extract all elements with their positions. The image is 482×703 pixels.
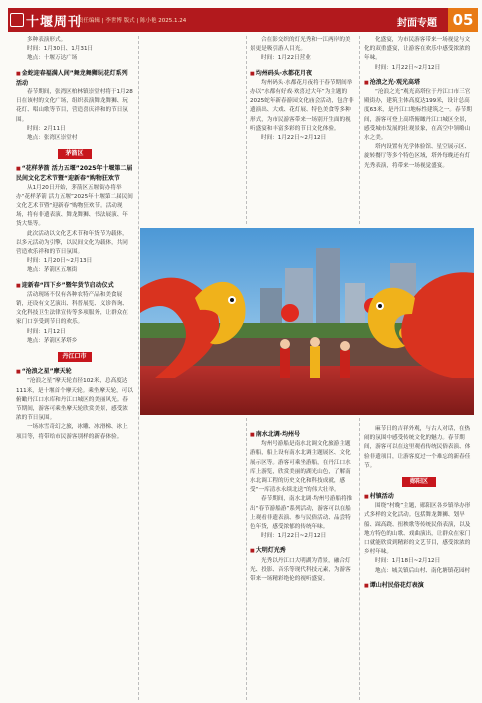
article-time: 时间：1月18日~2月12日 [375, 558, 441, 565]
column-1 [16, 36, 133, 700]
lead-time: 时间：1月22日~2月12日 [375, 64, 441, 71]
credits-line: 责任编辑 | 李世博 版式 | 陈小艳 2025.1.24 [78, 18, 187, 24]
article-title: ■ 迎新春“四下乡”暨年货节启动仪式 [16, 281, 133, 291]
district-tag: 丹江口市 [58, 352, 92, 362]
article-body: 围绕“村晚”主题，郧阳区各乡镇举办形式多样的文化活动。包括舞龙舞狮、划旱船、踩高跷、扭秧歌等传统民俗表演，以及地方特色的山歌、戏曲演出，让群众在家门口就能欣赏到精彩的文艺节目，感受浓浓的乡村年味。 [364, 503, 471, 556]
article-body: 塔内设置有光学体验馆、星空展示区、旋转餐厅等多个特色区域，塔外每晚还有灯光秀表演，将带来一场视觉盛宴。 [364, 144, 471, 169]
article-title: ■ “花样茅箭 活力五堰”2025年十堰第二届民间文化艺术节暨“迎新春”购物狂欢节 [16, 164, 133, 183]
article-time: 时间：2月11日 [27, 125, 66, 132]
article-title: ■ 沧浪之光·观光高塔 [364, 78, 474, 88]
article-body: 麻节日的吉祥外观，与古人对话，在热闹的氛围中感受传统文化的魅力。春节期间，游客可以在这里观看传统民俗表演、体验非遗项目，让游客度过一个难忘的新春佳节。 [364, 426, 471, 469]
article-body: 从1月20日开始，茅箭区五堰街办将举办“花样茅箭 活力五堰”2025年十堰第二届民间文化艺术节暨“迎新春”购物狂欢节。活动现场，将有非遗表演、舞龙舞狮、书法展演、年货大集等。 [16, 184, 133, 228]
column-3-top [364, 36, 474, 224]
article-place: 地点：茅箭区五堰街 [27, 267, 78, 274]
article-body: 春节期间，南水北调·均州号游船将推出“春节游船游”系列活动，游客可以在船上观看非遗表演、参与民俗活动、品尝特色年货，感受浓郁的传统年味。 [250, 496, 353, 531]
article-time: 时间：1月22日~2月12日 [261, 533, 327, 540]
article-time: 时间：1月22日~2月12日 [261, 135, 327, 142]
article-body: 均州码头·水都花月夜将于春节期间举办以“水都有好戏·欢喜过大年”为主题的2025蛇年新春游园文化庙会活动，包含非遗演出、大戏、花灯展、特色美食等多种形式，为市民游客带来一场别开生面的视听盛宴和丰富多彩的节日文化体验。 [250, 79, 354, 132]
article-place: 地点：城关镇后山村、南化塘镇花园村 [375, 567, 471, 574]
article-body: 光秀以丹江口大明湖为背景，融合灯光、投影、音乐等现代科技元素，为游客带来一场精彩绝伦的视听盛宴。 [250, 557, 351, 583]
column-divider [138, 36, 139, 700]
column-divider [246, 418, 247, 700]
article-title: ■ 金蛇迎春福满人间”舞龙舞狮玩花灯系列活动 [16, 69, 133, 88]
article-place: 地点：张湾区崇堂村 [27, 135, 78, 142]
article-title: ■ 村镇活动 [364, 492, 474, 502]
dragon-dance-illustration [140, 228, 474, 415]
section-title: 封面专题 [397, 18, 437, 29]
article-time: 时间：1月12日 [27, 328, 66, 335]
article-body: “沧浪之星”摩天轮直径102米，总高度达111米，是十堰首个摩天轮。乘坐摩天轮，可以俯瞰丹江口水库和丹江口城区的美丽风光。春节期间，游客可乘坐摩天轮欣赏美景，感受浓浓的节日氛围。 [16, 378, 133, 422]
dragon-dance-photo [140, 228, 474, 415]
column-divider [246, 36, 247, 224]
district-tag: 郧阳区 [402, 477, 436, 487]
lead-paragraph: 合在影交织的灯光秀和一江两岸的美景更是吸引游人目光。 [250, 37, 351, 53]
lead-time: 时间：1月22日营业 [261, 55, 311, 62]
lead-time: 时间：1月30日、1月31日 [27, 46, 94, 53]
masthead-logo-icon [10, 13, 24, 27]
brand-text: 十堰周刊 [26, 15, 83, 30]
article-title: ■ 均州码头·水都花月夜 [250, 69, 354, 79]
column-divider [359, 418, 360, 700]
article-title: ■ “沧浪之星”摩天轮 [16, 367, 133, 377]
district-tag: 茅箭区 [58, 149, 92, 159]
article-place: 地点：茅箭区茅塔乡 [27, 337, 78, 344]
lead-paragraph: 化盛宴，为市民游客带来一场视觉与文化的双重盛宴，让游客在欢乐中感受浓浓的年味。 [364, 37, 471, 62]
article-body: “沧浪之光”观光高塔位于丹江口市三官殿街办，建筑主体高度达199米，设计总高度63米，是丹江口地标性建筑之一。春节期间，游客可登上高塔俯瞰丹江口城区全景，感受城市发展的壮观景象，在高空中领略山水之美。 [364, 89, 472, 142]
article-body: 此次活动以文化艺术节和年货节为载体，以多元活动为引擎，以民间文化为载体，共同营造欢乐祥和的节日氛围。 [16, 230, 128, 256]
article-title: ■ 南水北调·均州号 [250, 430, 354, 440]
article-body: 均州号游船是南水北调文化旅游主题游船，船上设有南水北调主题展区、文化展示区等。游客可乘坐游船，在丹江口水库上游览，欣赏美丽的湖光山色，了解南水北调工程的历史文化和科技成就，感受“一库清水永续北送”的伟大壮举。 [250, 441, 351, 494]
column-divider [359, 36, 360, 224]
page-header [8, 8, 478, 32]
lead-line: 多种表演形式。 [27, 37, 67, 43]
column-2-top [250, 36, 354, 224]
article-body: 春节期间，张湾区柏林镇崇堂村将于1月28日在该村的文化广场，组织表演舞龙舞狮、玩花灯、唱山歌等节目，营造喜庆祥和的节日氛围。 [16, 89, 133, 123]
article-body: 一场冰雪奇幻之旅，冰雕、冰滑梯、冰上项目等，将带给市民游客别样的新春体验。 [16, 424, 128, 440]
page-number: 05 [448, 8, 478, 32]
article-title: ■ 谭山村民俗花灯表演 [364, 581, 474, 591]
column-4-bottom [250, 425, 354, 700]
article-body: 活动现场不仅有各种农特产品和美食展销，还设有文艺演出、科普展览、义诊咨询、文化科技卫生法律宣传等多项服务，让群众在家门口享受到节日的欢乐。 [16, 291, 128, 326]
column-5-bottom [364, 425, 474, 700]
article-time: 时间：1月20日~2月13日 [27, 258, 93, 265]
lead-place: 地点：十堰万达广场 [27, 55, 78, 62]
article-title: ■ 大明灯光秀 [250, 546, 354, 556]
brand-title [10, 11, 82, 30]
